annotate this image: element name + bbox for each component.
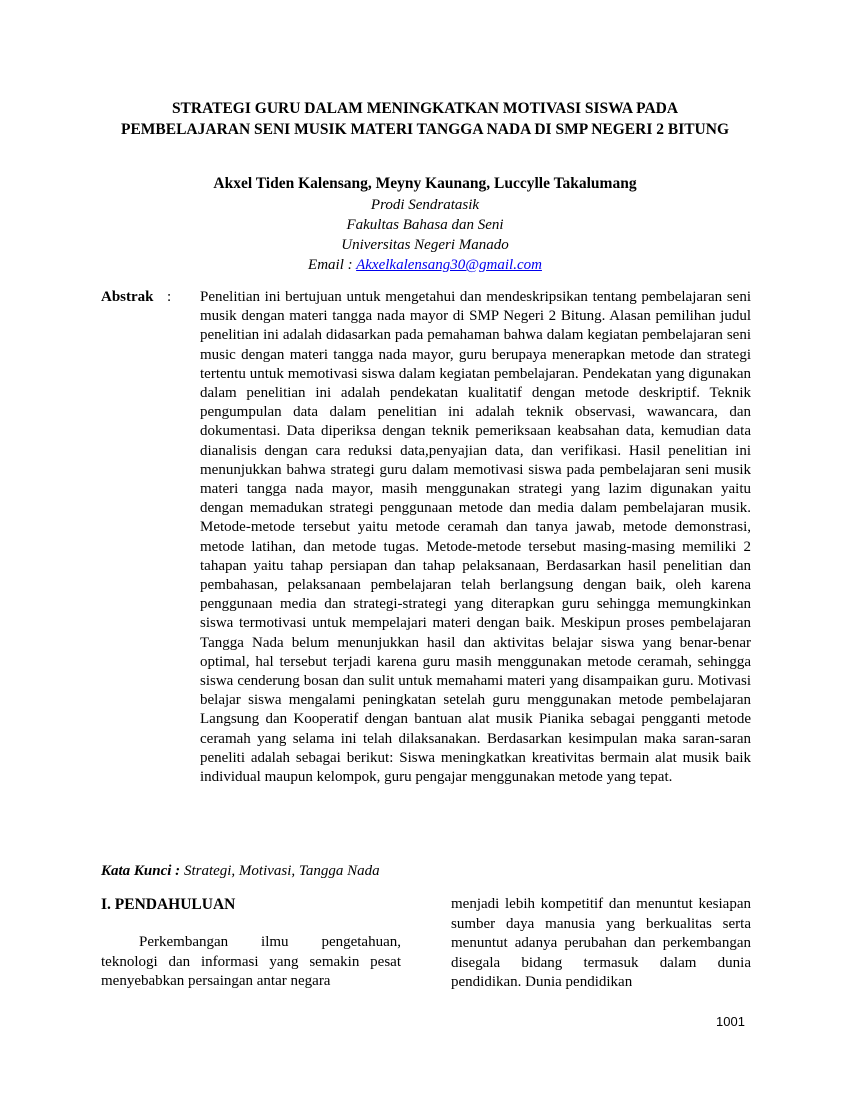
keywords-label: Kata Kunci : — [101, 863, 181, 879]
email-label: Email : — [308, 257, 357, 273]
faculty-name: Fakultas Bahasa dan Seni — [346, 217, 504, 233]
abstract-label: Abstrak — [101, 289, 154, 305]
paper-title: STRATEGI GURU DALAM MENINGKATKAN MOTIVASI SISWA PADA PEMBELAJARAN SENI MUSIK MATERI TANGGA NADA DI SMP NEGERI 2 BITUNG — [120, 100, 730, 138]
page-number: 1001 — [716, 1014, 745, 1029]
abstract-text: Penelitian ini bertujuan untuk mengetahui dan mendeskripsikan tentang pembelajaran seni musik dengan materi tangga nada mayor di SMP Negeri 2 Bitung. Alasan pemilihan judul penelitian ini adalah didasarkan pada pemahaman bahwa dalam kegiatan pembelajaran seni music dengan materi tangga nada mayor, guru berupaya menerapkan metode dan strategi tertentu untuk memotivasi siswa dalam kegiatan pembelajaran. Pendekatan yang digunakan dalam penelitian ini adalah pendekatan kualitatif dengan metode deskriptif. Teknik pengumpulan data dalam penelitian ini adalah teknik observasi, wawancara, dan dokumentasi. Data diperiksa dengan teknik pemeriksaan keabsahan data, kemudian data dianalisis dengan cara reduksi data,penyajian data, dan verifikasi. Hasil penelitian ini menunjukkan bahwa strategi guru dalam memotivasi siswa pada pembelajaran seni musik materi tangga nada mayor, masih menggunakan strategi yang lazim digunakan yaitu dengan memadukan strategi penggunaan metode dan media dalam pembelajaran musik. Metode-metode tersebut yaitu metode ceramah dan tanya jawab, metode demonstrasi, metode latihan, dan metode tugas. Metode-metode tersebut masing-masing memiliki 2 tahapan yaitu tahap persiapan dan tahap pelaksanaan, Berdasarkan hasil penelitian dan pembahasan, pelaksanaan pembelajaran telah berlangsung dengan baik, oleh karena penggunaan media dan strategi-strategi yang diterapkan guru sehingga memungkinkan siswa termotivasi untuk mempelajari materi dengan baik. Meskipun proses pembelajaran Tangga Nada belum menunjukkan hasil dan aktivitas belajar siswa yang benar-benar optimal, hal tersebut terjadi karena guru masih menggunakan metode ceramah, sehingga siswa cenderung bosan dan sulit untuk memahami materi yang disampaikan guru. Motivasi belajar siswa mengalami peningkatan setelah guru menggunakan metode pembelajaran Langsung dan Kooperatif dengan bantuan alat musik Pianika sebagai pengganti metode ceramah yang selama ini telah dilaksanakan. Berdasarkan kesimpulan maka saran-saran peneliti adalah sebagai berikut: Siswa meningkatkan kreativitas bermain alat musik baik individual maupun kelompok, guru pengajar menggunakan metode yang tepat. — [200, 289, 751, 786]
section-heading: I. PENDAHULUAN — [101, 896, 236, 913]
affiliation-block — [100, 195, 750, 275]
keywords-line — [101, 862, 380, 881]
email-link[interactable]: Akxelkalensang30@gmail.com — [356, 257, 542, 273]
right-column-text: menjadi lebih kompetitif dan menuntut kesiapan sumber daya manusia yang berkualitas serta menuntut adanya perubahan dan perkembangan disegala bidang termasuk dalam dunia pendidikan. Dunia pendidikan — [451, 896, 751, 990]
abstract-colon: : — [167, 289, 172, 305]
email-line — [100, 255, 750, 275]
author-list: Akxel Tiden Kalensang, Meyny Kaunang, Luccylle Takalumang — [213, 175, 637, 192]
program-name: Prodi Sendratasik — [370, 197, 480, 213]
left-column-text: Perkembangan ilmu pengetahuan, teknologi dan informasi yang semakin pesat menyebabkan persaingan antar negara — [101, 934, 401, 989]
university-name: Universitas Negeri Manado — [341, 237, 509, 253]
keywords-text: Strategi, Motivasi, Tangga Nada — [180, 863, 380, 879]
